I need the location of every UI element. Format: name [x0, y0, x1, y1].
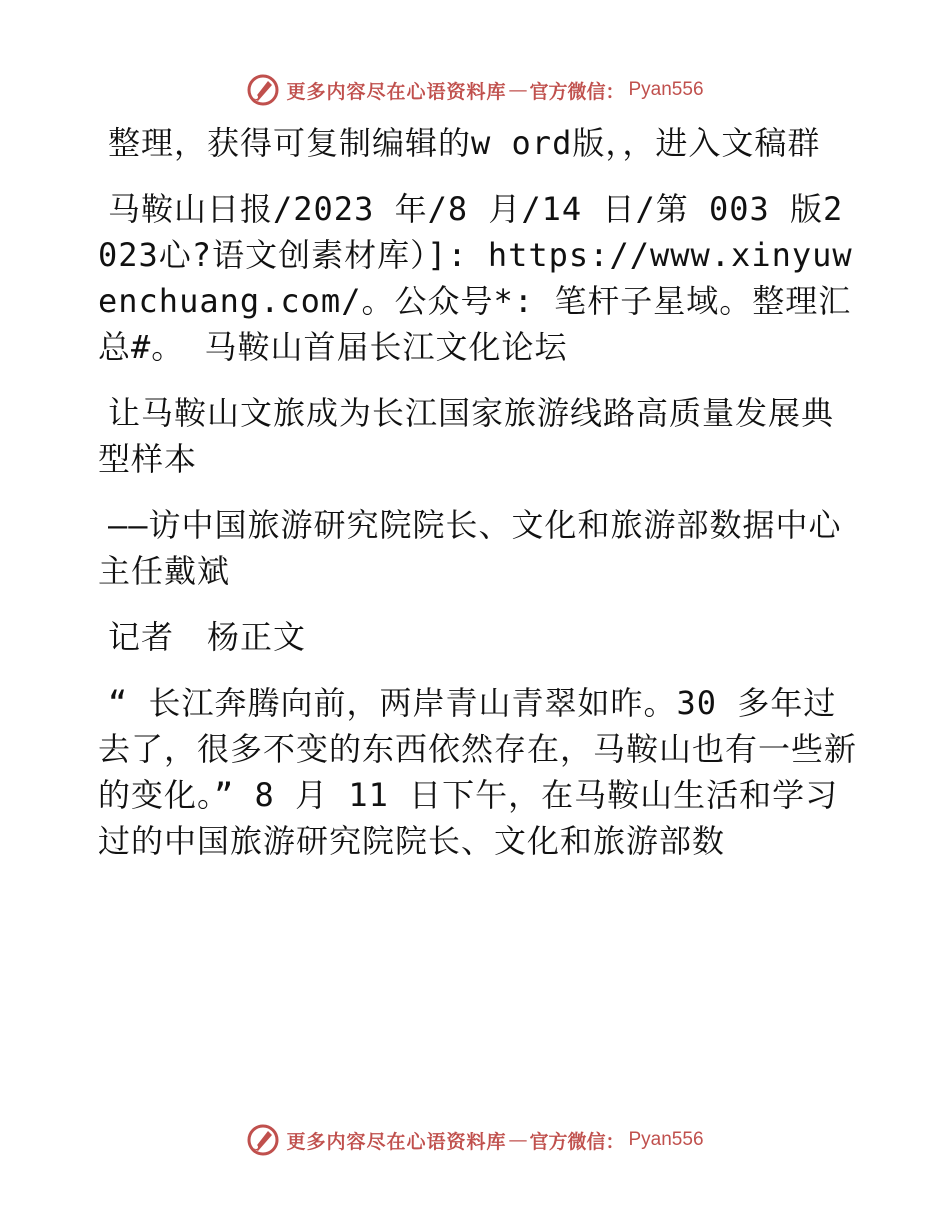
paragraph-5: 记者 杨正文: [108, 618, 307, 656]
header-wechat-label: 官方微信：: [529, 80, 625, 103]
paragraph-1: 整理，获得可复制编辑的w ord版，，进入文稿群: [108, 124, 821, 162]
footer-text: 更多内容尽在心语资料库: [286, 1130, 507, 1153]
footer-banner: [0, 1120, 950, 1160]
footer-separator: —: [508, 1129, 528, 1151]
header-text: 更多内容尽在心语资料库: [286, 80, 507, 103]
paragraph-3: 让马鞍山文旅成为长江国家旅游线路高质量发展典型样本: [98, 394, 835, 478]
document-body: [98, 120, 858, 884]
paragraph-2: 马鞍山日报/2023 年/8 月/14 日/第 003 版2023心?语文创素材库）]: https://www.xinyuwenchuang.com/。公众号*: 笔杆子星域。整理汇总#。 马鞍山首届长江文化论坛: [98, 190, 853, 366]
header-wechat-id: Pyan556: [628, 79, 704, 100]
paragraph-6: “ 长江奔腾向前，两岸青山青翠如昨。30 多年过去了，很多不变的东西依然存在，马鞍山也有一些新的变化。” 8 月 11 日下午，在马鞍山生活和学习过的中国旅游研究院院长、文化和旅游部数: [98, 684, 858, 860]
footer-wechat-label: 官方微信：: [529, 1130, 625, 1153]
header-banner: [0, 70, 950, 110]
paragraph-4: ——访中国旅游研究院院长、文化和旅游部数据中心主任戴斌: [98, 506, 842, 590]
header-separator: —: [508, 79, 528, 101]
pen-logo-icon: [246, 1123, 280, 1157]
footer-wechat-id: Pyan556: [628, 1129, 704, 1150]
pen-logo-icon: [246, 73, 280, 107]
